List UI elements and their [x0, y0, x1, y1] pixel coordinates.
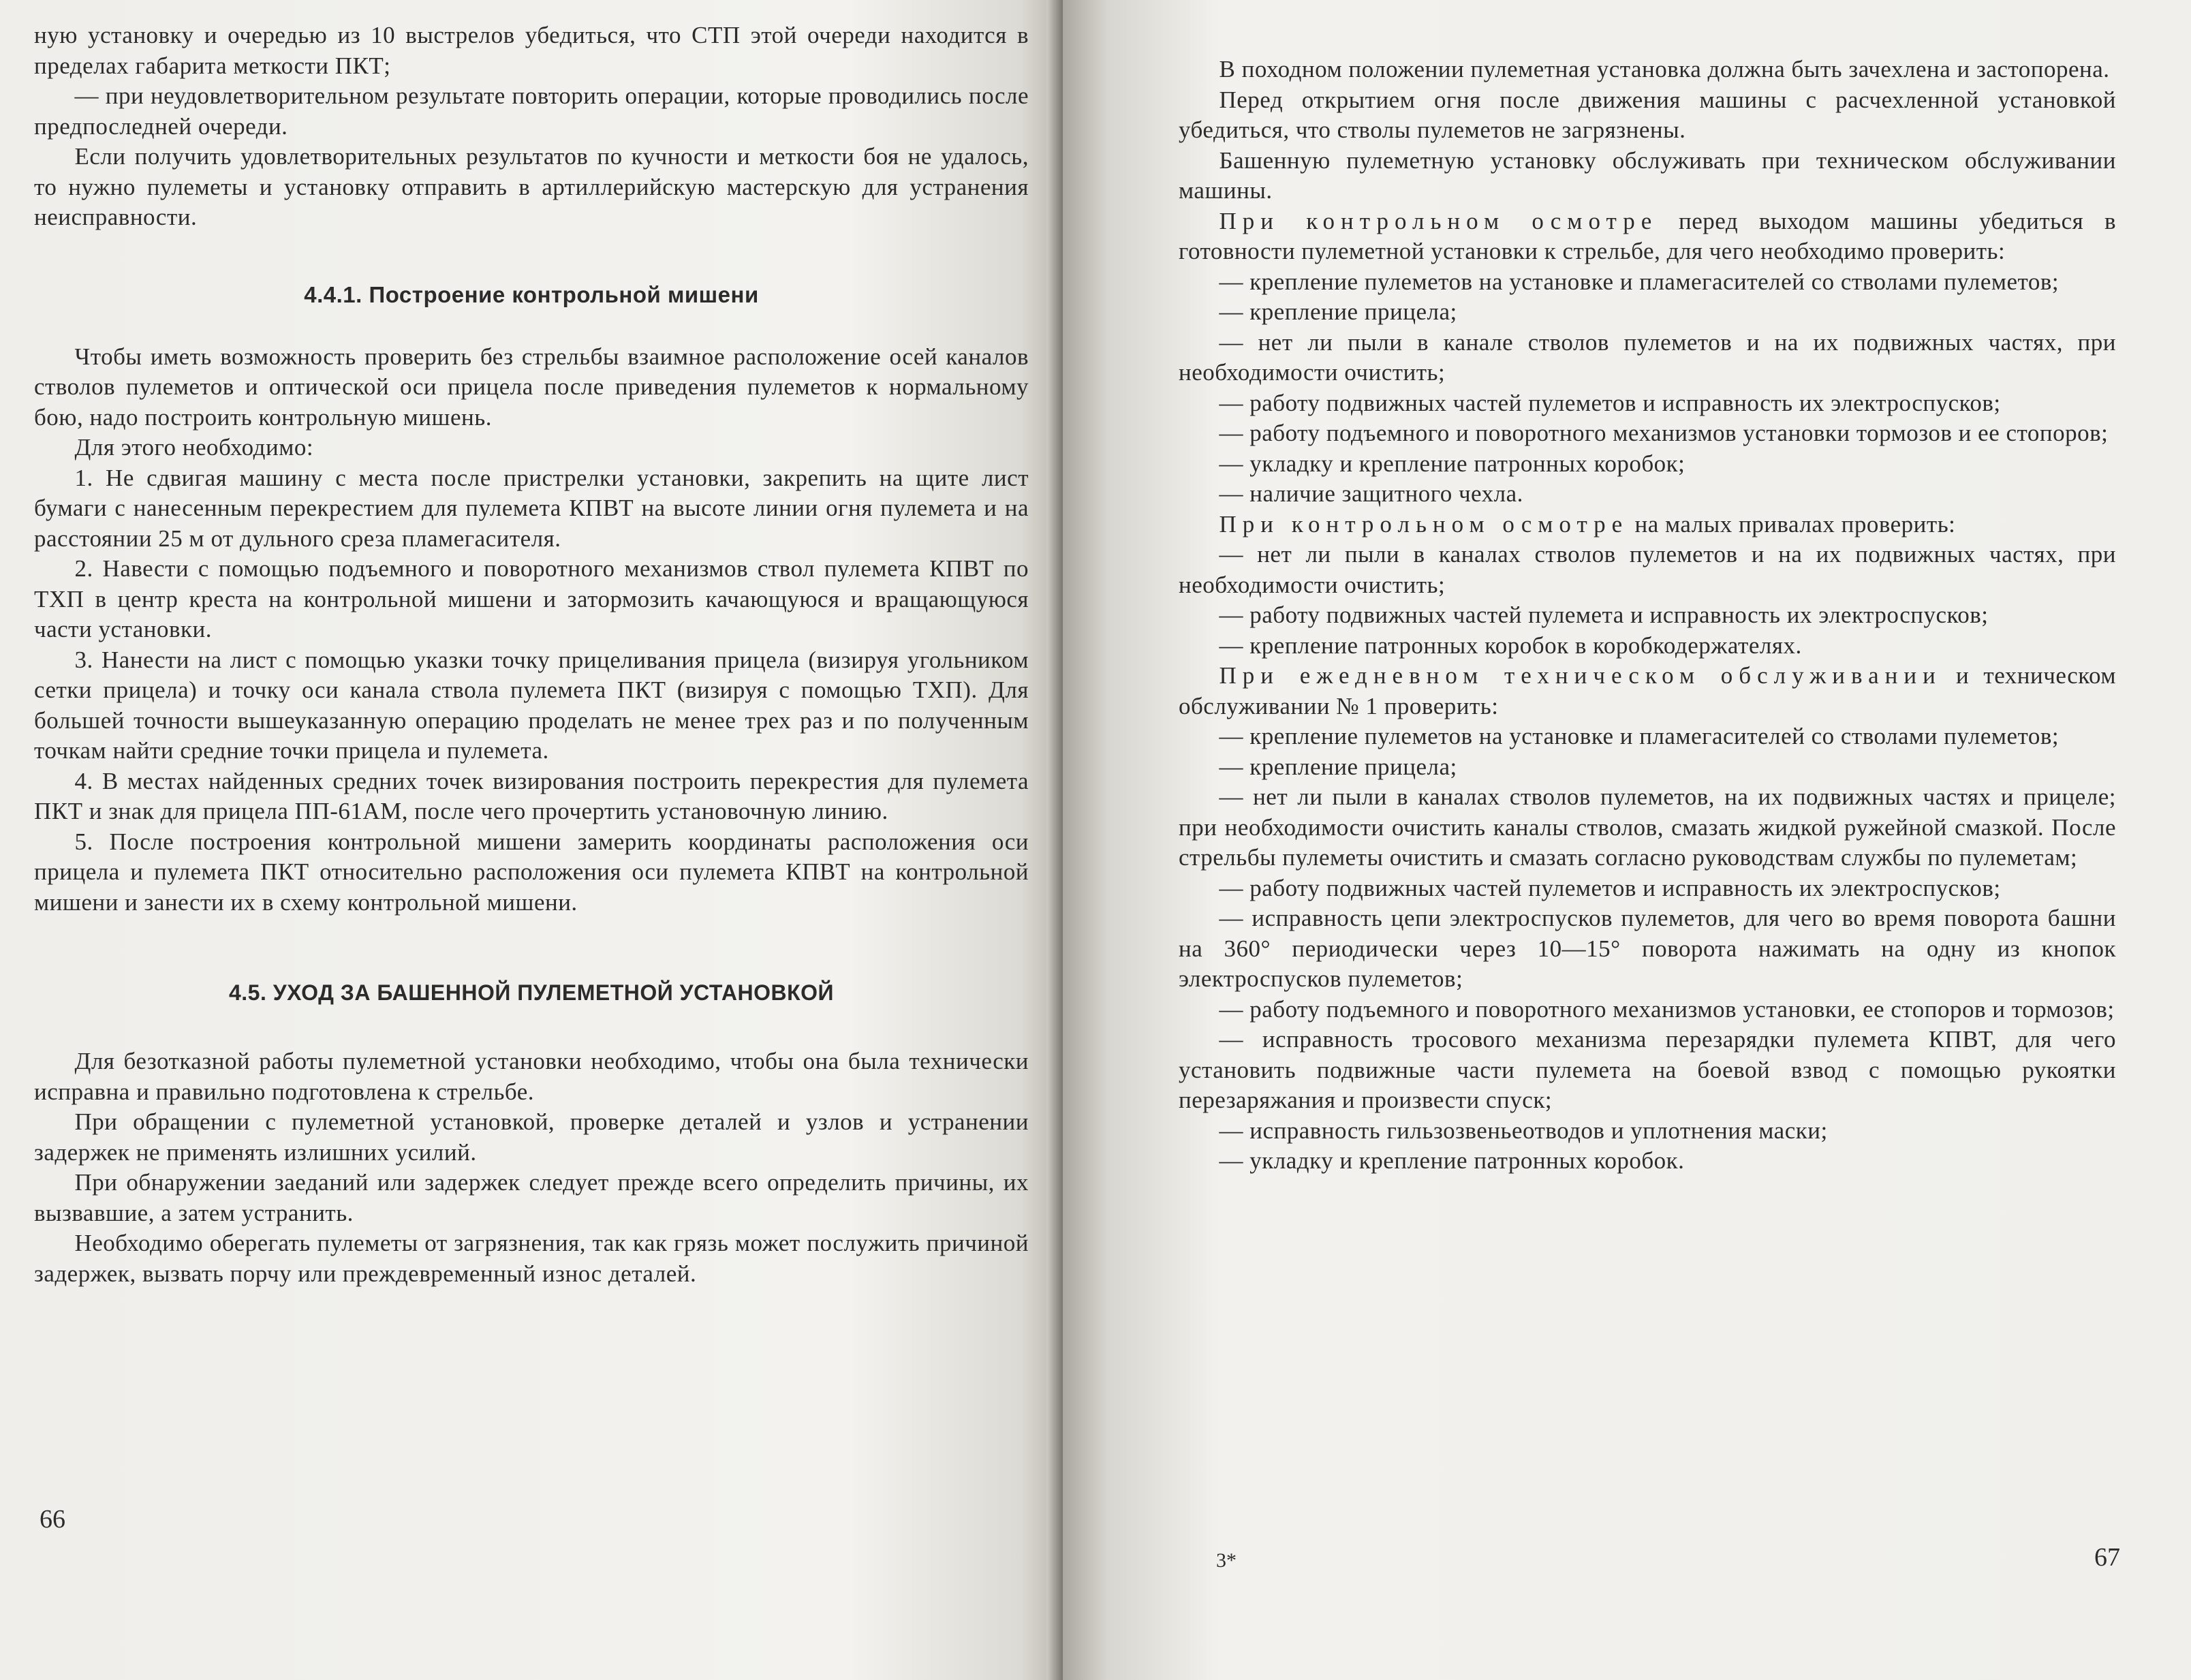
paragraph-text: и техническом обслуживании № 1 проверить:: [1179, 662, 2117, 719]
paragraph: 5. После построения контрольной мишени замерить координаты расположения оси прицела и пулемета ПКТ относительно расположения оси пулемета КПВТ на контрольной мишени и занести их в схему контрольной мишени.: [34, 828, 1029, 916]
list-item: — крепление патронных коробок в коробкодержателях.: [1219, 632, 1802, 659]
page-number-right: 67: [2094, 1543, 2120, 1572]
right-page: [1063, 0, 2191, 1680]
paragraph-text: на малых привалах проверить:: [1628, 510, 1956, 538]
paragraph: Для этого необходимо:: [74, 434, 314, 461]
paragraph: При обращении с пулеметной установкой, проверке деталей и узлов и устранении задержек не применять излишних усилий.: [34, 1108, 1029, 1166]
list-item: — укладку и крепление патронных коробок;: [1219, 450, 1685, 477]
paragraph: — при неудовлетворительном результате повторить операции, которые проводились после предпоследней очереди.: [34, 82, 1029, 140]
list-item: — крепление прицела;: [1219, 298, 1457, 325]
list-item: — нет ли пыли в канале стволов пулеметов и на их подвижных частях, при необходимости очистить;: [1179, 328, 2116, 386]
paragraph: 1. Не сдвигая машину с места после пристрелки установки, закрепить на щите лист бумаги с нанесенным перекрестием для пулемета КПВТ на высоте линии огня пулемета и на расстоянии 25 м от дульного среза пламегасителя.: [34, 464, 1029, 552]
list-item: — крепление пулеметов на установке и пламегасителей со стволами пулеметов;: [1219, 723, 2060, 749]
paragraph: Необходимо оберегать пулеметы от загрязнения, так как грязь может послужить причиной задержек, вызвать порчу или преждевременный износ деталей.: [34, 1230, 1029, 1287]
paragraph: 2. Навести с помощью подъемного и поворотного механизмов ствол пулемета КПВТ по ТХП в центр креста на контрольной мишени и затормозить качающуюся и вращающуюся части установки.: [34, 555, 1029, 642]
list-item: — исправность гильзозвеньеотводов и уплотнения маски;: [1219, 1117, 1828, 1144]
paragraph: 4. В местах найденных средних точек визирования построить перекрестия для пулемета ПКТ и знак для прицела ПП-61АМ, после чего прочертить установочную линию.: [34, 767, 1029, 824]
list-item: — работу подвижных частей пулемета и исправность их электроспусков;: [1219, 602, 1989, 628]
paragraph: [1179, 510, 2116, 540]
page-number-left: 66: [40, 1505, 65, 1534]
list-item: — наличие защитного чехла.: [1219, 480, 1523, 507]
paragraph: В походном положении пулеметная установка должна быть зачехлена и застопорена.: [1219, 56, 2110, 82]
list-item: — работу подъемного и поворотного механизмов установки тормозов и ее стопоров;: [1219, 420, 2109, 446]
printer-signature-mark: 3*: [1216, 1549, 1237, 1572]
left-page: [0, 0, 1063, 1680]
spaced-term: При контрольном осмотре: [1219, 510, 1629, 538]
section-heading-4-4-1: 4.4.1. Построение контрольной мишени: [304, 281, 759, 307]
list-item: — исправность тросового механизма перезарядки пулемета КПВТ, для чего установить подвижные части пулемета на боевой взвод с помощью рукоятки перезаряжания и произвести спуск;: [1179, 1026, 2116, 1113]
paragraph: Чтобы иметь возможность проверить без стрельбы взаимное расположение осей каналов стволов пулеметов и оптической оси прицела после приведения пулеметов к нормальному бою, надо построить контрольную мишень.: [34, 343, 1029, 431]
list-item: — работу подвижных частей пулеметов и исправность их электроспусков;: [1219, 874, 2001, 901]
spaced-term: При ежедневном техническом обслуживании: [1219, 662, 1942, 689]
paragraph: При обнаружении заеданий или задержек следует прежде всего определить причины, их вызвавшие, а затем устранить.: [34, 1169, 1029, 1226]
spaced-term: При контрольном осмотре: [1219, 207, 1658, 234]
list-item: — крепление пулеметов на установке и пламегасителей со стволами пулеметов;: [1219, 268, 2060, 295]
paragraph: Перед открытием огня после движения машины с расчехленной установкой убедиться, что стволы пулеметов не загрязнены.: [1179, 86, 2116, 143]
list-item: — исправность цепи электроспусков пулеметов, для чего во время поворота башни на 360° периодически через 10—15° поворота нажимать на одну из кнопок электроспусков пулеметов;: [1179, 905, 2116, 992]
paragraph: Если получить удовлетворительных результатов по кучности и меткости боя не удалось, то нужно пулеметы и установку отправить в артиллерийскую мастерскую для устранения неисправности.: [34, 143, 1029, 230]
list-item: — крепление прицела;: [1219, 753, 1457, 780]
paragraph: ную установку и очередью из 10 выстрелов убедиться, что СТП этой очереди находится в пределах габарита меткости ПКТ;: [34, 22, 1029, 79]
list-item: — нет ли пыли в каналах стволов пулеметов и на их подвижных частях, при необходимости очистить;: [1179, 541, 2116, 598]
paragraph: [1179, 661, 2116, 721]
list-item: — нет ли пыли в каналах стволов пулеметов, на их подвижных частях и прицеле; при необходимости очистить каналы стволов, смазать жидкой ружейной смазкой. После стрельбы пулеметы очистить и смазать согласно руководствам службы по пулеметам;: [1179, 783, 2116, 871]
list-item: — укладку и крепление патронных коробок.: [1219, 1147, 1685, 1174]
paragraph: [1179, 206, 2116, 267]
paragraph: Для безотказной работы пулеметной установки необходимо, чтобы она была технически исправна и правильно подготовлена к стрельбе.: [34, 1048, 1029, 1105]
paragraph-text: перед выходом машины убедиться в готовности пулеметной установки к стрельбе, для чего необходимо проверить:: [1179, 207, 2116, 264]
section-heading-4-5: 4.5. УХОД ЗА БАШЕННОЙ ПУЛЕМЕТНОЙ УСТАНОВКОЙ: [228, 980, 835, 1005]
paragraph: Башенную пулеметную установку обслуживать при техническом обслуживании машины.: [1179, 146, 2116, 204]
paragraph: 3. Нанести на лист с помощью указки точку прицеливания прицела (визируя угольником сетки прицела) и точку оси канала ствола пулемета ПКТ (визируя с помощью ТХП). Для большей точности вышеуказанную операцию проделать не менее трех раз и по полученным точкам найти средние точки прицела и пулемета.: [34, 646, 1029, 764]
list-item: — работу подвижных частей пулеметов и исправность их электроспусков;: [1219, 389, 2001, 416]
list-item: — работу подъемного и поворотного механизмов установки, ее стопоров и тормозов;: [1219, 995, 2115, 1023]
